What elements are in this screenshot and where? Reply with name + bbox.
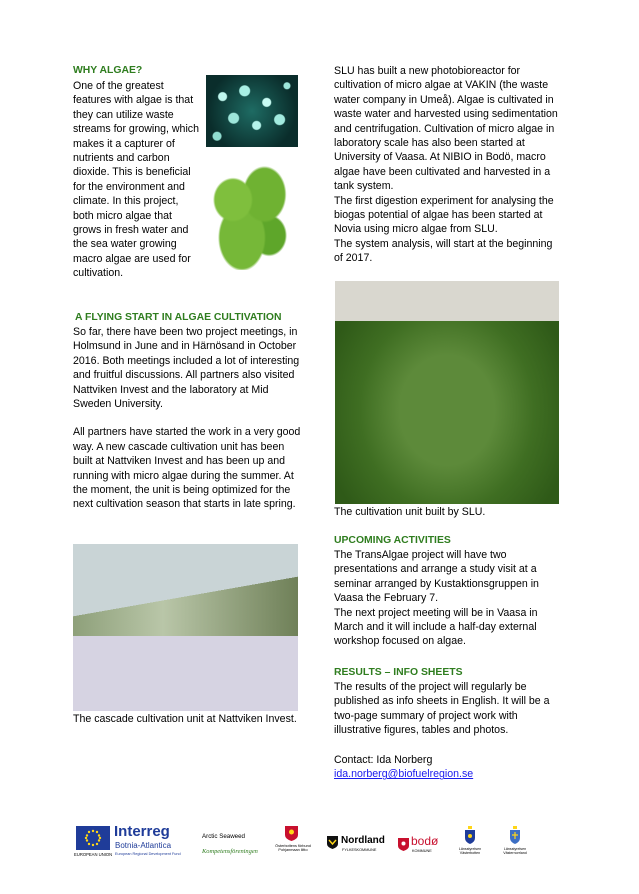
nordland-label: Nordland [341, 835, 385, 846]
arctic-seaweed-logo: Arctic Seaweed [202, 833, 245, 840]
flying-start-heading: A FLYING START IN ALGAE CULTIVATION [75, 312, 282, 323]
slu-paragraph-1: SLU has built a new photobioreactor for cultivation of micro algae at VAKIN (the waste water company in Umeå). Algae is cultivated in waste water and harvested using sedimentation and centrifugation. Cultivation of micro algae in laboratory scale has also been started at University of Vaasa. At NIBIO in Bodö, macro algae have been cultivated and harvested in a tank system. [334, 65, 558, 193]
why-algae-text [73, 79, 201, 281]
osterbotten-crest-icon [285, 826, 298, 841]
bodo-sub: KOMMUNE [412, 849, 432, 853]
flying-start-paragraph-1: So far, there have been two project meetings, in Holmsund in June and in Härnösand in October 2016. Both meetings included a lot of interesting and fruitful discussions. All partners also visited Nattviken Invest and the laboratory at Mid Sweden University. [73, 326, 300, 411]
slu-caption: The cultivation unit built by SLU. [334, 506, 486, 518]
lansstyrelsen-vb-label: Länsstyrelsen Västerbotten [458, 847, 482, 856]
contact-block [334, 753, 562, 782]
nordland-sub: FYLKESKOMMUNE [342, 848, 377, 852]
osterbotten-subname: Pohjanmaan liitto [278, 848, 308, 853]
macroalgae-photo [206, 162, 296, 270]
contact-label: Contact: Ida Norberg [334, 754, 433, 766]
upcoming-paragraph-2: The next project meeting will be in Vaasa in March and it will include a half-day external workshop focused on algae. [334, 606, 538, 648]
results-heading: RESULTS – INFO SHEETS [334, 667, 463, 678]
why-algae-heading: WHY ALGAE? [73, 65, 143, 76]
cascade-unit-photo [73, 544, 298, 711]
bodo-label: bodø [411, 834, 439, 848]
slu-raceway-photo [335, 281, 559, 504]
cascade-caption: The cascade cultivation unit at Nattviken Invest. [73, 713, 297, 725]
slu-paragraph-2: The first digestion experiment for analysing the biogas potential of algae has been started at Novia using micro algae from SLU. [334, 194, 554, 236]
lansstyrelsen-vb-crest-icon [464, 826, 476, 844]
slu-paragraph-3: The system analysis, will start at the beginning of 2017. [334, 237, 553, 265]
nordland-crest-icon [327, 836, 338, 849]
kompetens-logo: Kompetensföreningen [202, 848, 258, 855]
flying-start-paragraph-2: All partners have started the work in a very good way. A new cascade cultivation unit has been built at Nattviken Invest and has been up and running with micro algae during the summer. At the moment, the unit is being optimized for the next cultivation season that starts in late spring. [73, 426, 301, 511]
slu-text [334, 64, 562, 266]
bodo-crest-icon [398, 838, 409, 851]
interreg-title: Interreg [114, 823, 170, 840]
lansstyrelsen-vn-crest-icon [509, 826, 521, 844]
eu-label: EUROPEAN UNION [74, 852, 113, 857]
contact-email-link[interactable]: ida.norberg@biofuelregion.se [334, 768, 474, 781]
lansstyrelsen-vn-label: Länsstyrelsen Västernorrland [503, 847, 527, 856]
why-algae-paragraph: One of the greatest features with algae is that they can utilize waste streams for growing, which makes it a capturer of nutrients and carbon dioxide. This is beneficial for the environment and climate. In this project, both micro algae that grows in fresh water and the sea water growing macro algae are used for cultivation. [73, 80, 199, 280]
osterbotten-name: Österbottens förbund [275, 844, 311, 848]
osterbotten-label [272, 844, 314, 853]
upcoming-paragraph-1: The TransAlgae project will have two presentations and arrange a study visit at a seminar arranged by Kustaktionsgruppen in Vaasa the February 7. [334, 549, 539, 605]
flying-start-text [73, 325, 301, 512]
upcoming-activities-heading: UPCOMING ACTIVITIES [334, 535, 451, 546]
upcoming-activities-text [334, 548, 562, 649]
microalgae-photo [206, 75, 298, 147]
eu-flag-logo [76, 826, 110, 850]
results-text: The results of the project will regularly be published as info sheets in English. It will be a two-page summary of project work with illustrative figures, tables and photos. [334, 681, 550, 737]
interreg-subtitle: Botnia-Atlantica [115, 841, 172, 850]
interreg-fund: European Regional Development Fund [115, 852, 181, 856]
